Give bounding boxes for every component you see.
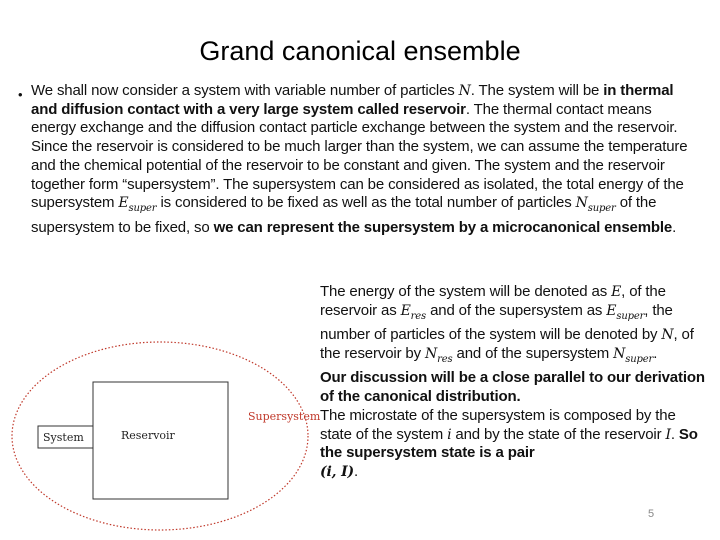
math-E-res: $E_{res}$ <box>400 302 427 322</box>
text: of the supersystem to be fixed, so <box>31 194 657 236</box>
math-N-super: $N_{super}$ <box>575 195 616 215</box>
text: and of the supersystem as <box>426 301 607 319</box>
reservoir-label: Reservoir <box>121 429 175 442</box>
text: The microstate of the supersystem is composed by the state of the system <box>320 406 676 443</box>
text: . The thermal contact means energy exchange and the diffusion contact particle exchange between the system and the reservoir. Since the reservoir is considered to be much larger than the system, we can assume the temperature and the chemical potential of the reservoir to be constant and given. The system and the reservoir together form “supersystem”. The supersystem can be considered as isolated, the total energy of the supersystem <box>31 100 688 212</box>
bullet-marker: • <box>18 87 23 102</box>
slide-title: Grand canonical ensemble <box>199 36 521 66</box>
text: We shall now consider a system with variable number of particles <box>31 82 459 99</box>
math-E: E <box>611 284 622 300</box>
math-I: I <box>665 426 671 443</box>
bold-text: in thermal and diffusion contact with a very large system called reservoir <box>31 82 674 118</box>
text: and of the supersystem <box>452 344 614 362</box>
math-N: N <box>661 327 674 344</box>
math-E-super: $E_{super}$ <box>606 302 645 322</box>
math-N: N <box>458 83 471 99</box>
paragraph-notation <box>320 283 705 482</box>
text: . <box>653 344 658 362</box>
math-N-super: $N_{super}$ <box>613 345 654 365</box>
text: . The system will be <box>470 82 604 99</box>
page-number: 5 <box>648 508 655 520</box>
text: , of the reservoir by <box>320 326 694 362</box>
text: , the number of particles of the system will be denoted by <box>320 301 673 344</box>
text: . <box>670 425 679 443</box>
math-pair: (i, I) <box>320 463 354 480</box>
text: is considered to be fixed as well as the total number of particles <box>156 194 576 212</box>
text: . <box>672 218 677 236</box>
text: , of the reservoir as <box>320 283 666 319</box>
system-label: System <box>43 431 84 444</box>
supersystem-diagram <box>0 340 330 540</box>
text: . <box>353 462 358 480</box>
paragraph-intro <box>31 82 699 237</box>
bold-text: we can represent the supersystem by a microcanonical ensemble <box>213 218 673 236</box>
bold-text: Our discussion will be a close parallel to our derivation of the canonical distribution. <box>320 369 705 406</box>
text: and by the state of the reservoir <box>451 425 666 443</box>
supersystem-label: Supersystem <box>248 410 321 423</box>
math-E-super: $E_{super}$ <box>118 195 157 215</box>
math-i: i <box>447 426 452 443</box>
bold-text: So the supersystem state is a pair <box>320 425 698 462</box>
math-N-res: $N_{res}$ <box>425 345 453 365</box>
text: The energy of the system will be denoted as <box>320 283 612 300</box>
